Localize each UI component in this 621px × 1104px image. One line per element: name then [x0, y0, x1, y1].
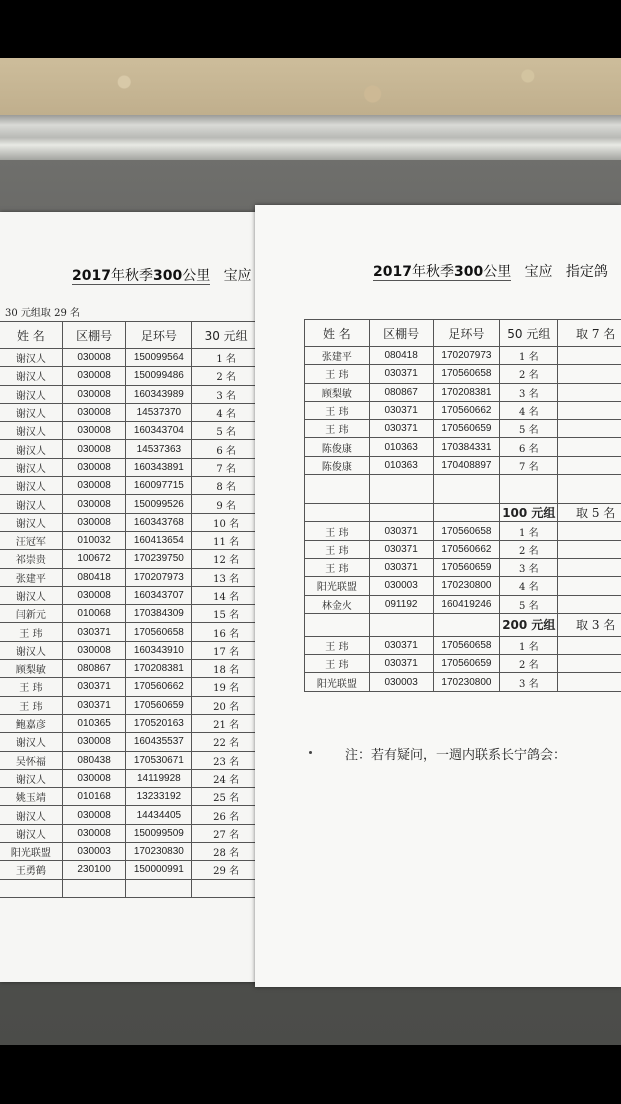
cell-name: 王 玮	[0, 623, 62, 641]
cell-name: 阳光联盟	[305, 673, 370, 691]
cell-rank: 12 名	[192, 550, 261, 568]
cell-rank: 18 名	[192, 660, 261, 678]
cell-loft: 030371	[369, 558, 433, 576]
cell-rank: 1 名	[500, 522, 558, 540]
cell-loft: 030371	[369, 636, 433, 654]
cell-ring: 170560659	[433, 558, 500, 576]
cell-extra	[558, 456, 621, 474]
cell-ring: 170560658	[126, 623, 192, 641]
cell-loft: 030003	[62, 843, 126, 861]
cell-name: 阳光联盟	[305, 577, 370, 595]
title-designated: 指定鸽	[565, 264, 608, 280]
cell-ring: 170230800	[433, 577, 500, 595]
cell-ring: 170384309	[126, 605, 192, 623]
right-result-table	[304, 319, 621, 692]
cell-name: 谢汉人	[0, 458, 62, 476]
table-row	[305, 595, 621, 613]
cell-extra	[558, 438, 621, 456]
cell-extra	[558, 522, 621, 540]
cell-rank: 4 名	[500, 577, 558, 595]
cell-ring: 170560659	[433, 420, 500, 438]
cell-ring: 160343768	[126, 513, 192, 531]
cell-name: 王勇鹤	[0, 861, 62, 879]
cell-rank: 3 名	[500, 558, 558, 576]
table-row	[305, 655, 621, 673]
cell-name: 谢汉人	[0, 733, 62, 751]
group-100-header-row	[305, 504, 621, 522]
cell-ring: 170560658	[433, 636, 500, 654]
cell-loft: 080418	[369, 347, 433, 365]
cell-loft: 030008	[62, 349, 126, 367]
table-row	[0, 751, 261, 769]
left-sheet-subtitle: 30 元组取 29 名	[5, 308, 80, 319]
table-row	[0, 733, 261, 751]
header-loft: 区棚号	[369, 320, 433, 347]
table-row	[0, 678, 261, 696]
cell-loft: 010168	[62, 788, 126, 806]
cell-rank: 5 名	[500, 420, 558, 438]
table-row	[0, 403, 261, 421]
cell-extra	[558, 365, 621, 383]
cell-loft: 030008	[62, 641, 126, 659]
cell-loft: 030008	[62, 367, 126, 385]
cell-ring: 160435537	[126, 733, 192, 751]
cell-name: 王 玮	[305, 636, 370, 654]
cell-loft: 030371	[62, 678, 126, 696]
cell-rank: 3 名	[500, 383, 558, 401]
cell-extra	[558, 383, 621, 401]
cell-extra	[558, 347, 621, 365]
cell-name: 谢汉人	[0, 367, 62, 385]
cell-ring: 14537363	[126, 440, 192, 458]
cell-ring: 170384331	[433, 438, 500, 456]
cell-ring: 170208381	[433, 383, 500, 401]
table-row	[0, 806, 261, 824]
table-row	[0, 586, 261, 604]
cell-ring: 170408897	[433, 456, 500, 474]
cell-rank: 4 名	[192, 403, 261, 421]
cell-rank: 16 名	[192, 623, 261, 641]
group-200-header-row	[305, 613, 621, 636]
header-take-7: 取 7 名	[558, 320, 621, 347]
cell-name: 谢汉人	[0, 641, 62, 659]
cell-rank: 6 名	[500, 438, 558, 456]
cell-loft: 080438	[62, 751, 126, 769]
table-row	[0, 568, 261, 586]
cell-name: 王 玮	[305, 365, 370, 383]
header-ring: 足环号	[433, 320, 500, 347]
cell-rank	[192, 879, 261, 897]
cell-loft: 010365	[62, 714, 126, 732]
table-row	[305, 383, 621, 401]
cell-rank: 1 名	[500, 347, 558, 365]
cell-loft: 030008	[62, 385, 126, 403]
cell-name: 闫新元	[0, 605, 62, 623]
left-result-sheet	[0, 212, 262, 982]
cell-name: 顾梨敏	[305, 383, 370, 401]
title-unit: 公里	[483, 264, 512, 280]
cell-ring: 160343989	[126, 385, 192, 403]
cell-rank: 19 名	[192, 678, 261, 696]
table-row	[0, 385, 261, 403]
cell-ring: 160343891	[126, 458, 192, 476]
cell-ring: 170560658	[433, 522, 500, 540]
cell-name: 王 玮	[305, 558, 370, 576]
table-row	[0, 477, 261, 495]
cell-extra	[558, 540, 621, 558]
table-row	[305, 347, 621, 365]
cell-name: 王 玮	[0, 696, 62, 714]
cell-rank: 1 名	[500, 636, 558, 654]
cell-ring: 160343707	[126, 586, 192, 604]
cell-extra	[558, 636, 621, 654]
cell-ring: 160343704	[126, 422, 192, 440]
title-year: 2017	[373, 264, 412, 280]
cell-loft: 030371	[62, 623, 126, 641]
cell-rank: 14 名	[192, 586, 261, 604]
cell-loft: 080418	[62, 568, 126, 586]
cell-name: 谢汉人	[0, 403, 62, 421]
background-wall	[0, 58, 621, 118]
cell-name: 顾梨敏	[0, 660, 62, 678]
left-sheet-title	[72, 265, 252, 285]
cell-name: 祁崇贵	[0, 550, 62, 568]
metal-rail	[0, 115, 621, 165]
cell-rank: 6 名	[192, 440, 261, 458]
cell-ring: 160343910	[126, 641, 192, 659]
header-ring: 足环号	[126, 322, 192, 349]
cell-loft: 030003	[369, 673, 433, 691]
cell-rank: 3 名	[192, 385, 261, 403]
table-row	[0, 367, 261, 385]
table-row	[305, 365, 621, 383]
table-row	[305, 577, 621, 595]
header-group-50: 50 元组	[500, 320, 558, 347]
table-row	[0, 660, 261, 678]
cell-name: 汪冠军	[0, 531, 62, 549]
cell-loft: 230100	[62, 861, 126, 879]
table-row	[0, 531, 261, 549]
cell-name: 王 玮	[305, 655, 370, 673]
cell-rank: 24 名	[192, 769, 261, 787]
cell-ring: 150099564	[126, 349, 192, 367]
cell-name: 谢汉人	[0, 440, 62, 458]
cell-loft: 030008	[62, 440, 126, 458]
cell-rank: 9 名	[192, 495, 261, 513]
cell-ring: 170560659	[433, 655, 500, 673]
cell-ring: 170530671	[126, 751, 192, 769]
cell-name: 谢汉人	[0, 385, 62, 403]
group-100-take: 取 5 名	[558, 504, 621, 522]
cell-ring: 150000991	[126, 861, 192, 879]
title-season: 年秋季	[110, 268, 153, 284]
cell-rank: 10 名	[192, 513, 261, 531]
cell-ring: 170230800	[433, 673, 500, 691]
cell-loft: 030008	[62, 513, 126, 531]
table-row	[0, 788, 261, 806]
cell-ring: 170560662	[126, 678, 192, 696]
table-row	[305, 401, 621, 419]
header-name: 姓 名	[305, 320, 370, 347]
cell-loft: 100672	[62, 550, 126, 568]
group-200-take: 取 3 名	[558, 613, 621, 636]
cell-loft: 030371	[369, 522, 433, 540]
cell-ring: 14119928	[126, 769, 192, 787]
cell-loft: 030008	[62, 403, 126, 421]
cell-loft: 010032	[62, 531, 126, 549]
cell-rank: 23 名	[192, 751, 261, 769]
cell-rank: 27 名	[192, 824, 261, 842]
cell-rank: 2 名	[500, 540, 558, 558]
cell-ring: 170207973	[433, 347, 500, 365]
cell-loft: 010363	[369, 438, 433, 456]
cell-ring	[126, 879, 192, 897]
cell-name: 吴怀福	[0, 751, 62, 769]
group-100-label: 100 元组	[500, 504, 558, 522]
table-row	[305, 456, 621, 474]
cell-rank: 5 名	[500, 595, 558, 613]
cell-name: 谢汉人	[0, 769, 62, 787]
cell-loft: 080867	[62, 660, 126, 678]
table-row	[305, 540, 621, 558]
title-location: 宝应	[223, 268, 252, 284]
cell-rank: 22 名	[192, 733, 261, 751]
bullet-dot	[309, 751, 312, 754]
cell-rank: 2 名	[500, 365, 558, 383]
table-row	[0, 422, 261, 440]
table-header-row	[305, 320, 621, 347]
cell-loft: 010068	[62, 605, 126, 623]
cell-name: 鲍嘉彦	[0, 714, 62, 732]
cell-name: 谢汉人	[0, 824, 62, 842]
cell-name	[0, 879, 62, 897]
cell-rank: 2 名	[500, 655, 558, 673]
header-group: 30 元组	[192, 322, 261, 349]
cell-ring: 170560662	[433, 401, 500, 419]
cell-rank: 5 名	[192, 422, 261, 440]
cell-ring: 150099526	[126, 495, 192, 513]
right-result-sheet	[255, 205, 621, 987]
cell-ring: 150099486	[126, 367, 192, 385]
cell-loft: 080867	[369, 383, 433, 401]
table-row	[0, 495, 261, 513]
cell-extra	[558, 595, 621, 613]
cell-ring: 170560662	[433, 540, 500, 558]
cell-ring: 160419246	[433, 595, 500, 613]
table-row	[305, 420, 621, 438]
cell-loft: 010363	[369, 456, 433, 474]
cell-loft: 030008	[62, 458, 126, 476]
cell-name: 谢汉人	[0, 586, 62, 604]
cell-extra	[558, 655, 621, 673]
cell-ring: 170520163	[126, 714, 192, 732]
cell-rank: 21 名	[192, 714, 261, 732]
title-distance: 300	[152, 268, 183, 284]
table-row	[305, 522, 621, 540]
cell-ring: 170239750	[126, 550, 192, 568]
cell-loft: 030371	[369, 655, 433, 673]
cell-name: 陈俊康	[305, 438, 370, 456]
cell-rank: 15 名	[192, 605, 261, 623]
title-distance: 300	[453, 264, 484, 280]
cell-rank: 28 名	[192, 843, 261, 861]
cell-extra	[558, 673, 621, 691]
cell-loft: 030008	[62, 824, 126, 842]
cell-loft: 030371	[369, 401, 433, 419]
cell-rank: 7 名	[192, 458, 261, 476]
cell-loft: 030008	[62, 586, 126, 604]
table-row	[0, 458, 261, 476]
cell-name: 阳光联盟	[0, 843, 62, 861]
header-name: 姓 名	[0, 322, 62, 349]
cell-name: 张建平	[305, 347, 370, 365]
cell-name: 姚玉靖	[0, 788, 62, 806]
cell-loft: 030008	[62, 769, 126, 787]
title-season: 年秋季	[411, 264, 454, 280]
group-200-label: 200 元组	[500, 613, 558, 636]
cell-rank: 11 名	[192, 531, 261, 549]
cell-loft: 030008	[62, 733, 126, 751]
cell-name: 林金火	[305, 595, 370, 613]
cell-ring: 14537370	[126, 403, 192, 421]
cell-name: 谢汉人	[0, 513, 62, 531]
cell-rank: 2 名	[192, 367, 261, 385]
title-unit: 公里	[182, 268, 211, 284]
cell-name: 谢汉人	[0, 806, 62, 824]
table-row	[305, 558, 621, 576]
cell-ring: 170560659	[126, 696, 192, 714]
cell-name: 谢汉人	[0, 349, 62, 367]
cell-name: 王 玮	[305, 540, 370, 558]
cell-extra	[558, 401, 621, 419]
cell-rank: 25 名	[192, 788, 261, 806]
cell-name: 王 玮	[305, 522, 370, 540]
table-row	[305, 438, 621, 456]
cell-rank: 1 名	[192, 349, 261, 367]
cell-name: 陈俊康	[305, 456, 370, 474]
inquiry-note: 注：若有疑问，一週内联系长宁鸽会：	[345, 748, 567, 763]
cell-ring: 160097715	[126, 477, 192, 495]
cell-loft: 030008	[62, 806, 126, 824]
cell-ring: 14434405	[126, 806, 192, 824]
table-row	[0, 843, 261, 861]
cell-extra	[558, 420, 621, 438]
cell-name: 谢汉人	[0, 422, 62, 440]
spacer-row	[305, 475, 621, 504]
cell-rank: 17 名	[192, 641, 261, 659]
cell-name: 谢汉人	[0, 477, 62, 495]
cell-ring: 13233192	[126, 788, 192, 806]
cell-name: 王 玮	[305, 420, 370, 438]
cell-rank: 8 名	[192, 477, 261, 495]
cell-rank: 3 名	[500, 673, 558, 691]
table-row	[0, 349, 261, 367]
cell-rank: 26 名	[192, 806, 261, 824]
cell-rank: 13 名	[192, 568, 261, 586]
table-row	[305, 636, 621, 654]
table-row	[0, 605, 261, 623]
table-row	[0, 513, 261, 531]
cell-loft: 030371	[369, 365, 433, 383]
cell-ring: 170230830	[126, 843, 192, 861]
cell-name: 张建平	[0, 568, 62, 586]
table-row	[0, 714, 261, 732]
cell-ring: 170207973	[126, 568, 192, 586]
header-loft: 区棚号	[62, 322, 126, 349]
table-row	[0, 623, 261, 641]
table-row	[0, 861, 261, 879]
cell-rank: 20 名	[192, 696, 261, 714]
cell-ring: 170560658	[433, 365, 500, 383]
cell-loft	[62, 879, 126, 897]
right-sheet-title	[373, 261, 608, 281]
cell-name: 王 玮	[0, 678, 62, 696]
cell-name: 王 玮	[305, 401, 370, 419]
cell-loft: 030371	[62, 696, 126, 714]
table-header-row	[0, 322, 261, 349]
table-row	[0, 641, 261, 659]
cell-loft: 030008	[62, 422, 126, 440]
table-row	[0, 696, 261, 714]
cell-loft: 030008	[62, 495, 126, 513]
table-row	[0, 440, 261, 458]
cell-loft: 030008	[62, 477, 126, 495]
table-row	[0, 769, 261, 787]
table-row	[0, 879, 261, 897]
table-row	[0, 550, 261, 568]
cell-rank: 4 名	[500, 401, 558, 419]
title-location: 宝应	[524, 264, 553, 280]
cell-rank: 7 名	[500, 456, 558, 474]
table-row	[0, 824, 261, 842]
table-row	[305, 673, 621, 691]
cell-ring: 170208381	[126, 660, 192, 678]
cell-loft: 030371	[369, 420, 433, 438]
cell-loft: 030003	[369, 577, 433, 595]
cell-rank: 29 名	[192, 861, 261, 879]
cell-extra	[558, 577, 621, 595]
left-result-table	[0, 321, 261, 898]
cell-name: 谢汉人	[0, 495, 62, 513]
cell-ring: 150099509	[126, 824, 192, 842]
title-year: 2017	[72, 268, 111, 284]
cell-loft: 091192	[369, 595, 433, 613]
cell-ring: 160413654	[126, 531, 192, 549]
cell-extra	[558, 558, 621, 576]
cell-loft: 030371	[369, 540, 433, 558]
